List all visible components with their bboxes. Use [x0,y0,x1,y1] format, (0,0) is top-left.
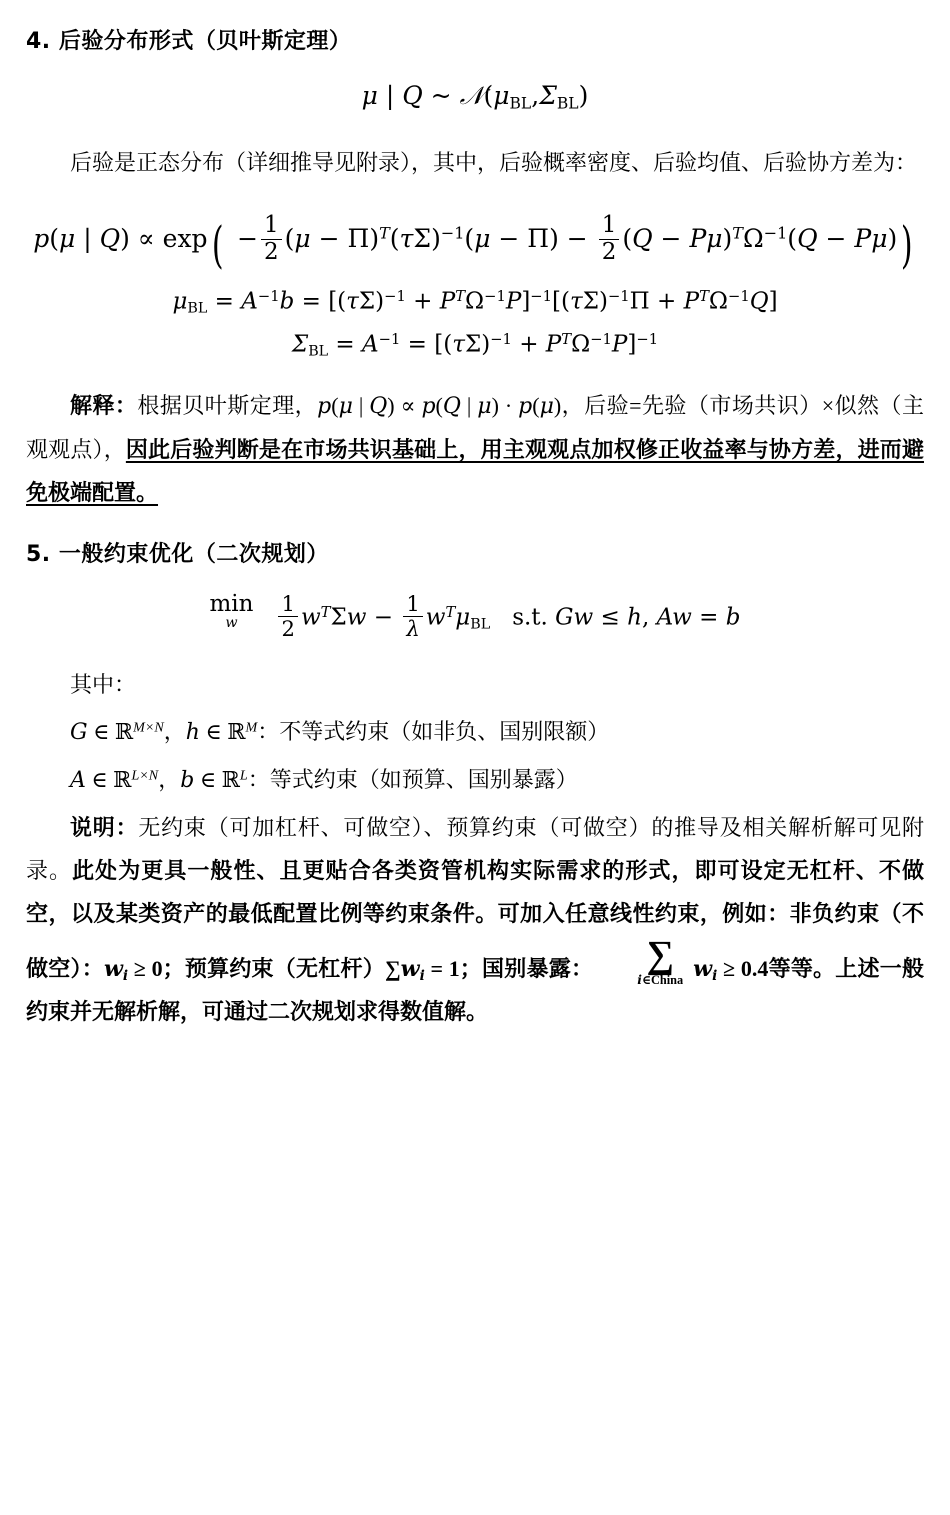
note-emphasis-1: 此处为更具一般性、且更贴合各类资管机构实际需求的形式，即可设定无杠杆、不做空，以及某类资产的最低配置比例等约束条件。可加入任意线性约束，例如：非负约束（不做空）： [26,857,924,981]
section-4-explanation [26,385,924,515]
equation-posterior-distribution: μ | Q ~ $𝒩(\mu_{BL},\Sigma_{BL})$ [361,81,589,113]
equation-posterior-density: p(μ | Q) ∝ exp( − $\frac{1}{2}$ $(\mu - \Pi)^T(\tau\Sigma)^{-1}(\mu - \Pi)$ − $\frac{1}{2}$ $(Q - P\mu)^T\Omega^{-1}(Q - P\mu)$) [33,212,913,275]
explanation-text-1: 根据贝叶斯定理， [137,393,318,419]
note-formula-2: $\sum w_i = 1$ [384,955,460,984]
note-text-1: 无约束（可加杠杆、可做空）、预算约束（可做空）的推导及相关解析解可见附录。 [26,814,924,883]
equation-sigma-bl: $\Sigma_{BL} = A^{-1} = [(\tau\Sigma)^{-1} + P^T\Omega^{-1}P]^{-1}$ [291,330,659,360]
equation-mu-bl: $\mu_{BL} = A^{-1}b = [(\tau\Sigma)^{-1} + P^T\Omega^{-1}P]^{-1}[(\tau\Sigma)^{-1}\Pi + P^T\Omega^{-1}Q]$ [172,288,778,317]
note-emphasis-4: 等等。上述一般约束并无解析解，可通过二次规划求得数值解。 [26,955,924,1024]
note-formula-1: $w_i \ge 0$ [103,955,163,984]
section-4-paragraph-1: 后验是正态分布（详细推导见附录），其中，后验概率密度、后验均值、后验协方差为： [70,150,918,176]
note-emphasis-2: ；预算约束（无杠杆） [162,955,385,981]
section-5-heading: 5. 一般约束优化（二次规划） [26,541,329,567]
section-5-where-label: 其中： [70,672,137,698]
explanation-label: 解释： [70,393,138,419]
note-emphasis-3: ；国别暴露： [459,955,594,981]
note-formula-3: ∑ i∈China $w_i \ge 0.4$ [637,933,769,988]
explanation-inline-formula: p(μ | Q) ∝ p(Q | μ) · p(μ) [317,393,562,420]
section-5-constraint-equality: A ∈ ℝ$^{L\times N}$，b ∈ ℝ$^L$：等式约束（如预算、国别暴露） [70,767,578,794]
explanation-text-2: ，后验=先验（市场共识）×似然（主观观点）， [26,393,924,463]
section-5-note [26,807,924,1034]
explanation-emphasis: 因此后验判断是在市场共识基础上，用主观观点加权修正收益率与协方差，进而避免极端配置。 [26,437,924,506]
section-4-heading: 4. 后验分布形式（贝叶斯定理） [26,29,352,54]
equation-quadratic-program: min w $\frac{1}{2}$ $w^T\Sigma w$ − $\frac{1}{\lambda}$ $w^T\mu_{BL}$ s.t. Gw ≤ h, Aw = b [209,590,741,641]
section-5-constraint-inequality: G ∈ ℝ$^{M\times N}$，h ∈ ℝ$^M$：不等式约束（如非负、国别限额） [70,719,610,746]
note-label: 说明： [70,814,139,840]
